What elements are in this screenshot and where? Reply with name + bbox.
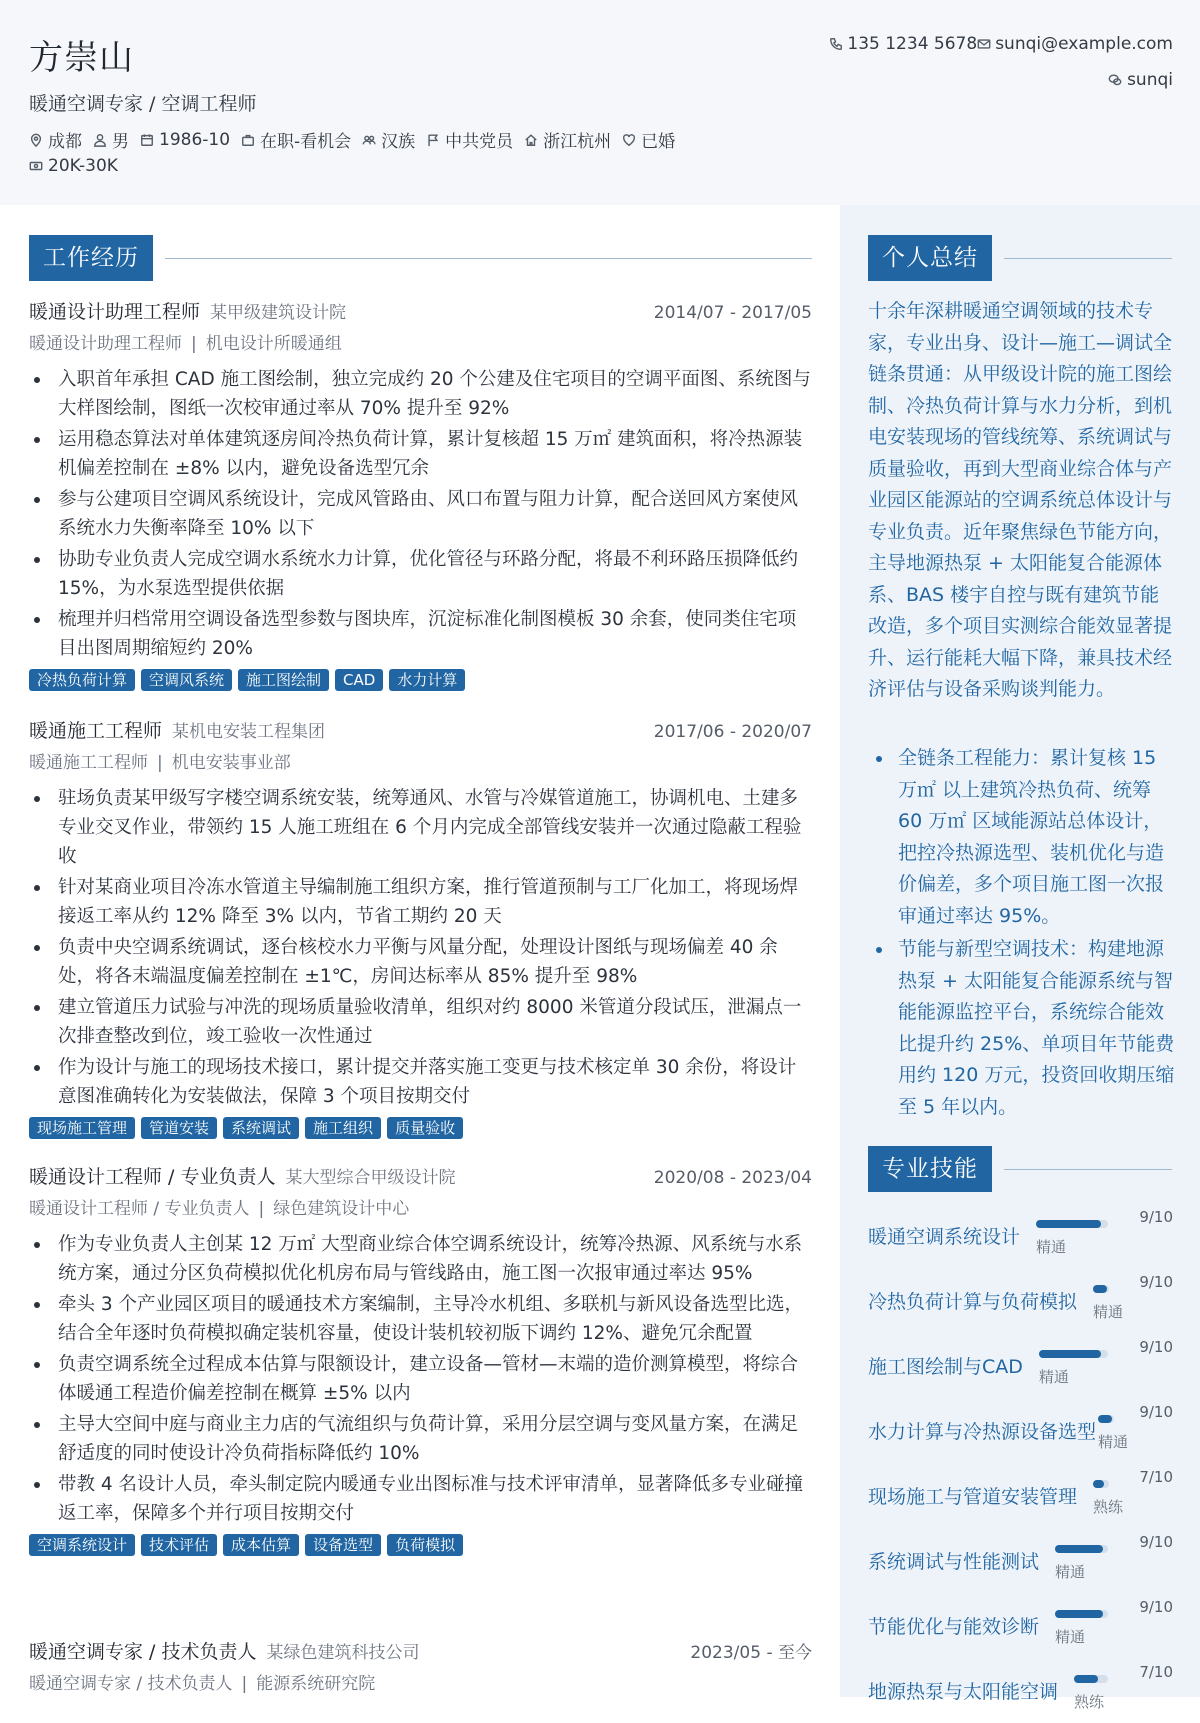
meta-salary: 20K-30K	[29, 156, 118, 176]
skill-progress-bar	[1093, 1480, 1109, 1488]
skill-progress-fill	[1098, 1415, 1112, 1423]
skill-level: 精通	[1038, 1368, 1069, 1386]
meta-marital: 已婚	[622, 127, 675, 152]
job-date: 2020/08 - 2023/04	[653, 1168, 812, 1188]
skill-score: 9/10	[1139, 1338, 1173, 1356]
phone-icon	[829, 37, 843, 51]
job-entry	[29, 1637, 812, 1695]
job-bullet: 带教 4 名设计人员，牵头制定院内暖通专业出图标准与技术评审清单，显著降低多专业碰撞返工率，保障多个并行项目按期交付	[29, 1470, 812, 1528]
skill-name: 暖通空调系统设计	[868, 1226, 1021, 1248]
meta-gender: 男	[93, 127, 129, 152]
job-header	[29, 1637, 812, 1665]
meta-job-status: 在职-看机会	[241, 127, 351, 152]
skill-score: 9/10	[1139, 1208, 1173, 1226]
skill-progress-fill	[1036, 1220, 1101, 1228]
skill-score: 9/10	[1139, 1533, 1173, 1551]
job-bullet: 负责中央空调系统调试，逐台核校水力平衡与风量分配，处理设计图纸与现场偏差 40 余处，将各末端温度偏差控制在 ±1℃，房间达标率从 85% 提升至 98%	[29, 933, 812, 991]
skill-level: 精通	[1055, 1563, 1086, 1581]
skill-progress-fill	[1093, 1480, 1104, 1488]
skill-tag: 技术评估	[141, 1534, 217, 1556]
job-subtitle: 暖通设计工程师 / 专业负责人 | 绿色建筑设计中心	[29, 1199, 410, 1219]
skill-tag: 质量验收	[387, 1117, 463, 1139]
skill-progress-bar	[1039, 1350, 1108, 1358]
job-bullets	[29, 784, 812, 1111]
job-entry	[29, 716, 812, 1139]
skill-name: 现场施工与管道安装管理	[868, 1486, 1078, 1508]
skill-progress-fill	[1093, 1285, 1107, 1293]
job-subtitle: 暖通施工工程师 | 机电安装事业部	[29, 753, 291, 773]
job-bullets	[29, 1230, 812, 1528]
skill-level: 精通	[1093, 1303, 1124, 1321]
skill-score: 7/10	[1139, 1468, 1173, 1486]
job-bullet: 作为设计与施工的现场技术接口，累计提交并落实施工变更与技术核定单 30 余份，将设计意图准确转化为安装做法，保障 3 个项目按期交付	[29, 1053, 812, 1111]
job-title: 暖通设计工程师 / 专业负责人	[29, 1166, 276, 1188]
skill-tag: 管道安装	[141, 1117, 217, 1139]
summary-point: 节能与新型空调技术：构建地源热泵 + 太阳能复合能源系统与智能能源监控平台，系统综合能效比提升约 25%、单项目年节能费用约 120 万元，投资回收期压缩至 5 年以内。	[868, 934, 1176, 1123]
heart-icon	[622, 133, 636, 147]
job-entry	[29, 1162, 812, 1556]
job-bullet: 运用稳态算法对单体建筑逐房间冷热负荷计算，累计复核超 15 万㎡ 建筑面积，将冷热源装机偏差控制在 ±8% 以内，避免设备选型冗余	[29, 425, 812, 483]
skill-progress-fill	[1055, 1610, 1103, 1618]
skill-level: 熟练	[1093, 1498, 1124, 1516]
skill-tag: 水力计算	[389, 669, 465, 691]
job-company: 某绿色建筑科技公司	[266, 1643, 420, 1663]
job-date: 2017/06 - 2020/07	[653, 722, 812, 742]
skill-tag: 空调系统设计	[29, 1534, 135, 1556]
summary-section-title	[868, 235, 1172, 281]
mail-icon	[977, 37, 991, 51]
job-bullet: 参与公建项目空调风系统设计，完成风管路由、风口布置与阻力计算，配合送回风方案使风系统水力失衡率降至 10% 以下	[29, 485, 812, 543]
job-title: 暖通空调专家 / 技术负责人	[29, 1641, 257, 1663]
summary-text: 十余年深耕暖通空调领域的技术专家，专业出身、设计—施工—调试全链条贯通：从甲级设计院的施工图绘制、冷热负荷计算与水力分析，到机电安装现场的管线统筹、系统调试与质量验收，再到大型商业综合体与产业园区能源站的空调系统总体设计与专业负责。近年聚焦绿色节能方向，主导地源热泵 + 太阳能复合能源体系、BAS 楼宇自控与既有建筑节能改造，多个项目实测综合能效显著提升、运行能耗大幅下降，兼具技术经济评估与设备采购谈判能力。	[868, 300, 1173, 700]
skill-row	[868, 1468, 1173, 1528]
skill-progress-bar	[1055, 1610, 1108, 1618]
skill-progress-bar	[1055, 1545, 1108, 1553]
skill-tag: 成本估算	[223, 1534, 299, 1556]
skill-name: 系统调试与性能测试	[868, 1551, 1040, 1573]
skill-tag: 施工组织	[305, 1117, 381, 1139]
candidate-name: 方崇山	[29, 38, 134, 78]
skill-row	[868, 1208, 1173, 1268]
skill-progress-bar	[1074, 1675, 1108, 1683]
skill-tag: 设备选型	[305, 1534, 381, 1556]
work-section-label: 工作经历	[29, 235, 153, 281]
summary-points	[868, 743, 1176, 1125]
location-icon	[29, 133, 43, 147]
skill-level: 熟练	[1074, 1693, 1105, 1711]
job-title: 暖通设计助理工程师	[29, 301, 201, 323]
job-title: 暖通施工工程师	[29, 720, 163, 742]
calendar-icon	[140, 133, 154, 147]
skill-tag: 冷热负荷计算	[29, 669, 135, 691]
job-company: 某大型综合甲级设计院	[285, 1168, 456, 1188]
summary-point: 全链条工程能力：累计复核 15 万㎡ 以上建筑冷热负荷、统筹 60 万㎡ 区域能源站总体设计，把控冷热源选型、装机优化与造价偏差，多个项目施工图一次报审通过率达 95%。	[868, 743, 1176, 932]
skill-name: 冷热负荷计算与负荷模拟	[868, 1291, 1078, 1313]
job-subtitle: 暖通设计助理工程师 | 机电设计所暖通组	[29, 334, 342, 354]
job-header	[29, 1162, 812, 1190]
section-divider	[1004, 258, 1172, 259]
skill-progress-bar	[1036, 1220, 1108, 1228]
skill-tag: CAD	[335, 669, 383, 691]
skill-tag: 负荷模拟	[387, 1534, 463, 1556]
job-bullet: 作为专业负责人主创某 12 万㎡ 大型商业综合体空调系统设计，统筹冷热源、风系统与水系统方案，通过分区负荷模拟优化机房布局与管线路由，施工图一次报审通过率达 95%	[29, 1230, 812, 1288]
resume-header	[0, 0, 1200, 205]
skills-section-title	[868, 1146, 1172, 1192]
skill-progress-bar	[1093, 1285, 1109, 1293]
skill-score: 9/10	[1139, 1403, 1173, 1421]
skill-progress-fill	[1055, 1545, 1103, 1553]
skill-score: 9/10	[1139, 1598, 1173, 1616]
skill-name: 水力计算与冷热源设备选型	[868, 1421, 1097, 1443]
skill-row	[868, 1273, 1173, 1333]
meta-political: 中共党员	[426, 127, 513, 152]
wechat-contact[interactable]: sunqi	[1108, 70, 1173, 90]
skill-tag: 现场施工管理	[29, 1117, 135, 1139]
job-company: 某机电安装工程集团	[172, 722, 326, 742]
job-bullet: 梳理并归档常用空调设备选型参数与图块库，沉淀标准化制图模板 30 余套，使同类住宅项目出图周期缩短约 20%	[29, 605, 812, 663]
home-icon	[524, 133, 538, 147]
job-company: 某甲级建筑设计院	[210, 303, 347, 323]
skill-tag: 系统调试	[223, 1117, 299, 1139]
work-section-title	[29, 235, 812, 281]
skill-row	[868, 1663, 1173, 1723]
briefcase-icon	[241, 133, 255, 147]
job-bullet: 负责空调系统全过程成本估算与限额设计，建立设备—管材—末端的造价测算模型，将综合体暖通工程造价偏差控制在概算 ±5% 以内	[29, 1350, 812, 1408]
skill-row	[868, 1403, 1173, 1463]
skill-progress-fill	[1039, 1350, 1101, 1358]
flag-icon	[426, 133, 440, 147]
group-icon	[362, 133, 376, 147]
job-tags	[29, 1117, 812, 1139]
job-bullet: 主导大空间中庭与商业主力店的气流组织与负荷计算，采用分层空调与变风量方案，在满足舒适度的同时使设计冷负荷指标降低约 10%	[29, 1410, 812, 1468]
job-tags	[29, 669, 812, 691]
skill-score: 7/10	[1139, 1663, 1173, 1681]
person-icon	[93, 133, 107, 147]
skill-row	[868, 1338, 1173, 1398]
job-bullet: 协助专业负责人完成空调水系统水力计算，优化管径与环路分配，将最不利环路压损降低约 15%，为水泵选型提供依据	[29, 545, 812, 603]
meta-hometown: 浙江杭州	[524, 127, 611, 152]
skill-row	[868, 1533, 1173, 1593]
skill-level: 精通	[1098, 1433, 1129, 1451]
section-divider	[1004, 1169, 1172, 1170]
email-contact[interactable]: sunqi@example.com	[977, 34, 1173, 54]
job-date: 2023/05 - 至今	[690, 1643, 812, 1663]
job-bullet: 针对某商业项目冷冻水管道主导编制施工组织方案，推行管道预制与工厂化加工，将现场焊接返工率从约 12% 降至 3% 以内，节省工期约 20 天	[29, 873, 812, 931]
job-header	[29, 716, 812, 744]
meta-location: 成都	[29, 127, 82, 152]
skill-row	[868, 1598, 1173, 1658]
job-subtitle: 暖通空调专家 / 技术负责人 | 能源系统研究院	[29, 1674, 376, 1694]
money-icon	[29, 159, 43, 173]
meta-birthdate: 1986-10	[140, 130, 230, 150]
personal-info-row	[29, 127, 686, 152]
job-bullet: 入职首年承担 CAD 施工图绘制，独立完成约 20 个公建及住宅项目的空调平面图、系统图与大样图绘制，图纸一次校审通过率从 70% 提升至 92%	[29, 365, 812, 423]
skill-level: 精通	[1036, 1238, 1067, 1256]
skill-name: 节能优化与能效诊断	[868, 1616, 1040, 1638]
job-tags	[29, 1534, 812, 1556]
skill-progress-bar	[1098, 1415, 1114, 1423]
meta-ethnicity: 汉族	[362, 127, 415, 152]
job-bullet: 牵头 3 个产业园区项目的暖通技术方案编制，主导冷水机组、多联机与新风设备选型比选，结合全年逐时负荷模拟确定装机容量，使设计装机较初版下调约 12%、避免冗余配置	[29, 1290, 812, 1348]
skill-name: 施工图绘制与CAD	[868, 1356, 1023, 1378]
skills-section-label: 专业技能	[868, 1146, 992, 1192]
job-entry	[29, 297, 812, 691]
skill-progress-fill	[1074, 1675, 1098, 1683]
job-bullets	[29, 365, 812, 663]
skill-score: 9/10	[1139, 1273, 1173, 1291]
job-bullet: 驻场负责某甲级写字楼空调系统安装，统筹通风、水管与冷媒管道施工，协调机电、土建多专业交叉作业，带领约 15 人施工班组在 6 个月内完成全部管线安装并一次通过隐蔽工程验收	[29, 784, 812, 871]
contact-row	[829, 34, 1173, 54]
salary-row	[29, 156, 129, 176]
skill-name: 地源热泵与太阳能空调	[868, 1681, 1059, 1703]
wechat-icon	[1108, 73, 1122, 87]
skill-tag: 空调风系统	[141, 669, 232, 691]
skill-tag: 施工图绘制	[238, 669, 329, 691]
section-divider	[165, 258, 812, 259]
summary-section-label: 个人总结	[868, 235, 992, 281]
job-bullet: 建立管道压力试验与冲洗的现场质量验收清单，组织对约 8000 米管道分段试压，泄漏点一次排查整改到位，竣工验收一次性通过	[29, 993, 812, 1051]
job-header	[29, 297, 812, 325]
phone-contact[interactable]: 135 1234 5678	[829, 34, 977, 54]
candidate-role: 暖通空调专家 / 空调工程师	[29, 93, 257, 115]
job-date: 2014/07 - 2017/05	[653, 303, 812, 323]
skill-level: 精通	[1055, 1628, 1086, 1646]
